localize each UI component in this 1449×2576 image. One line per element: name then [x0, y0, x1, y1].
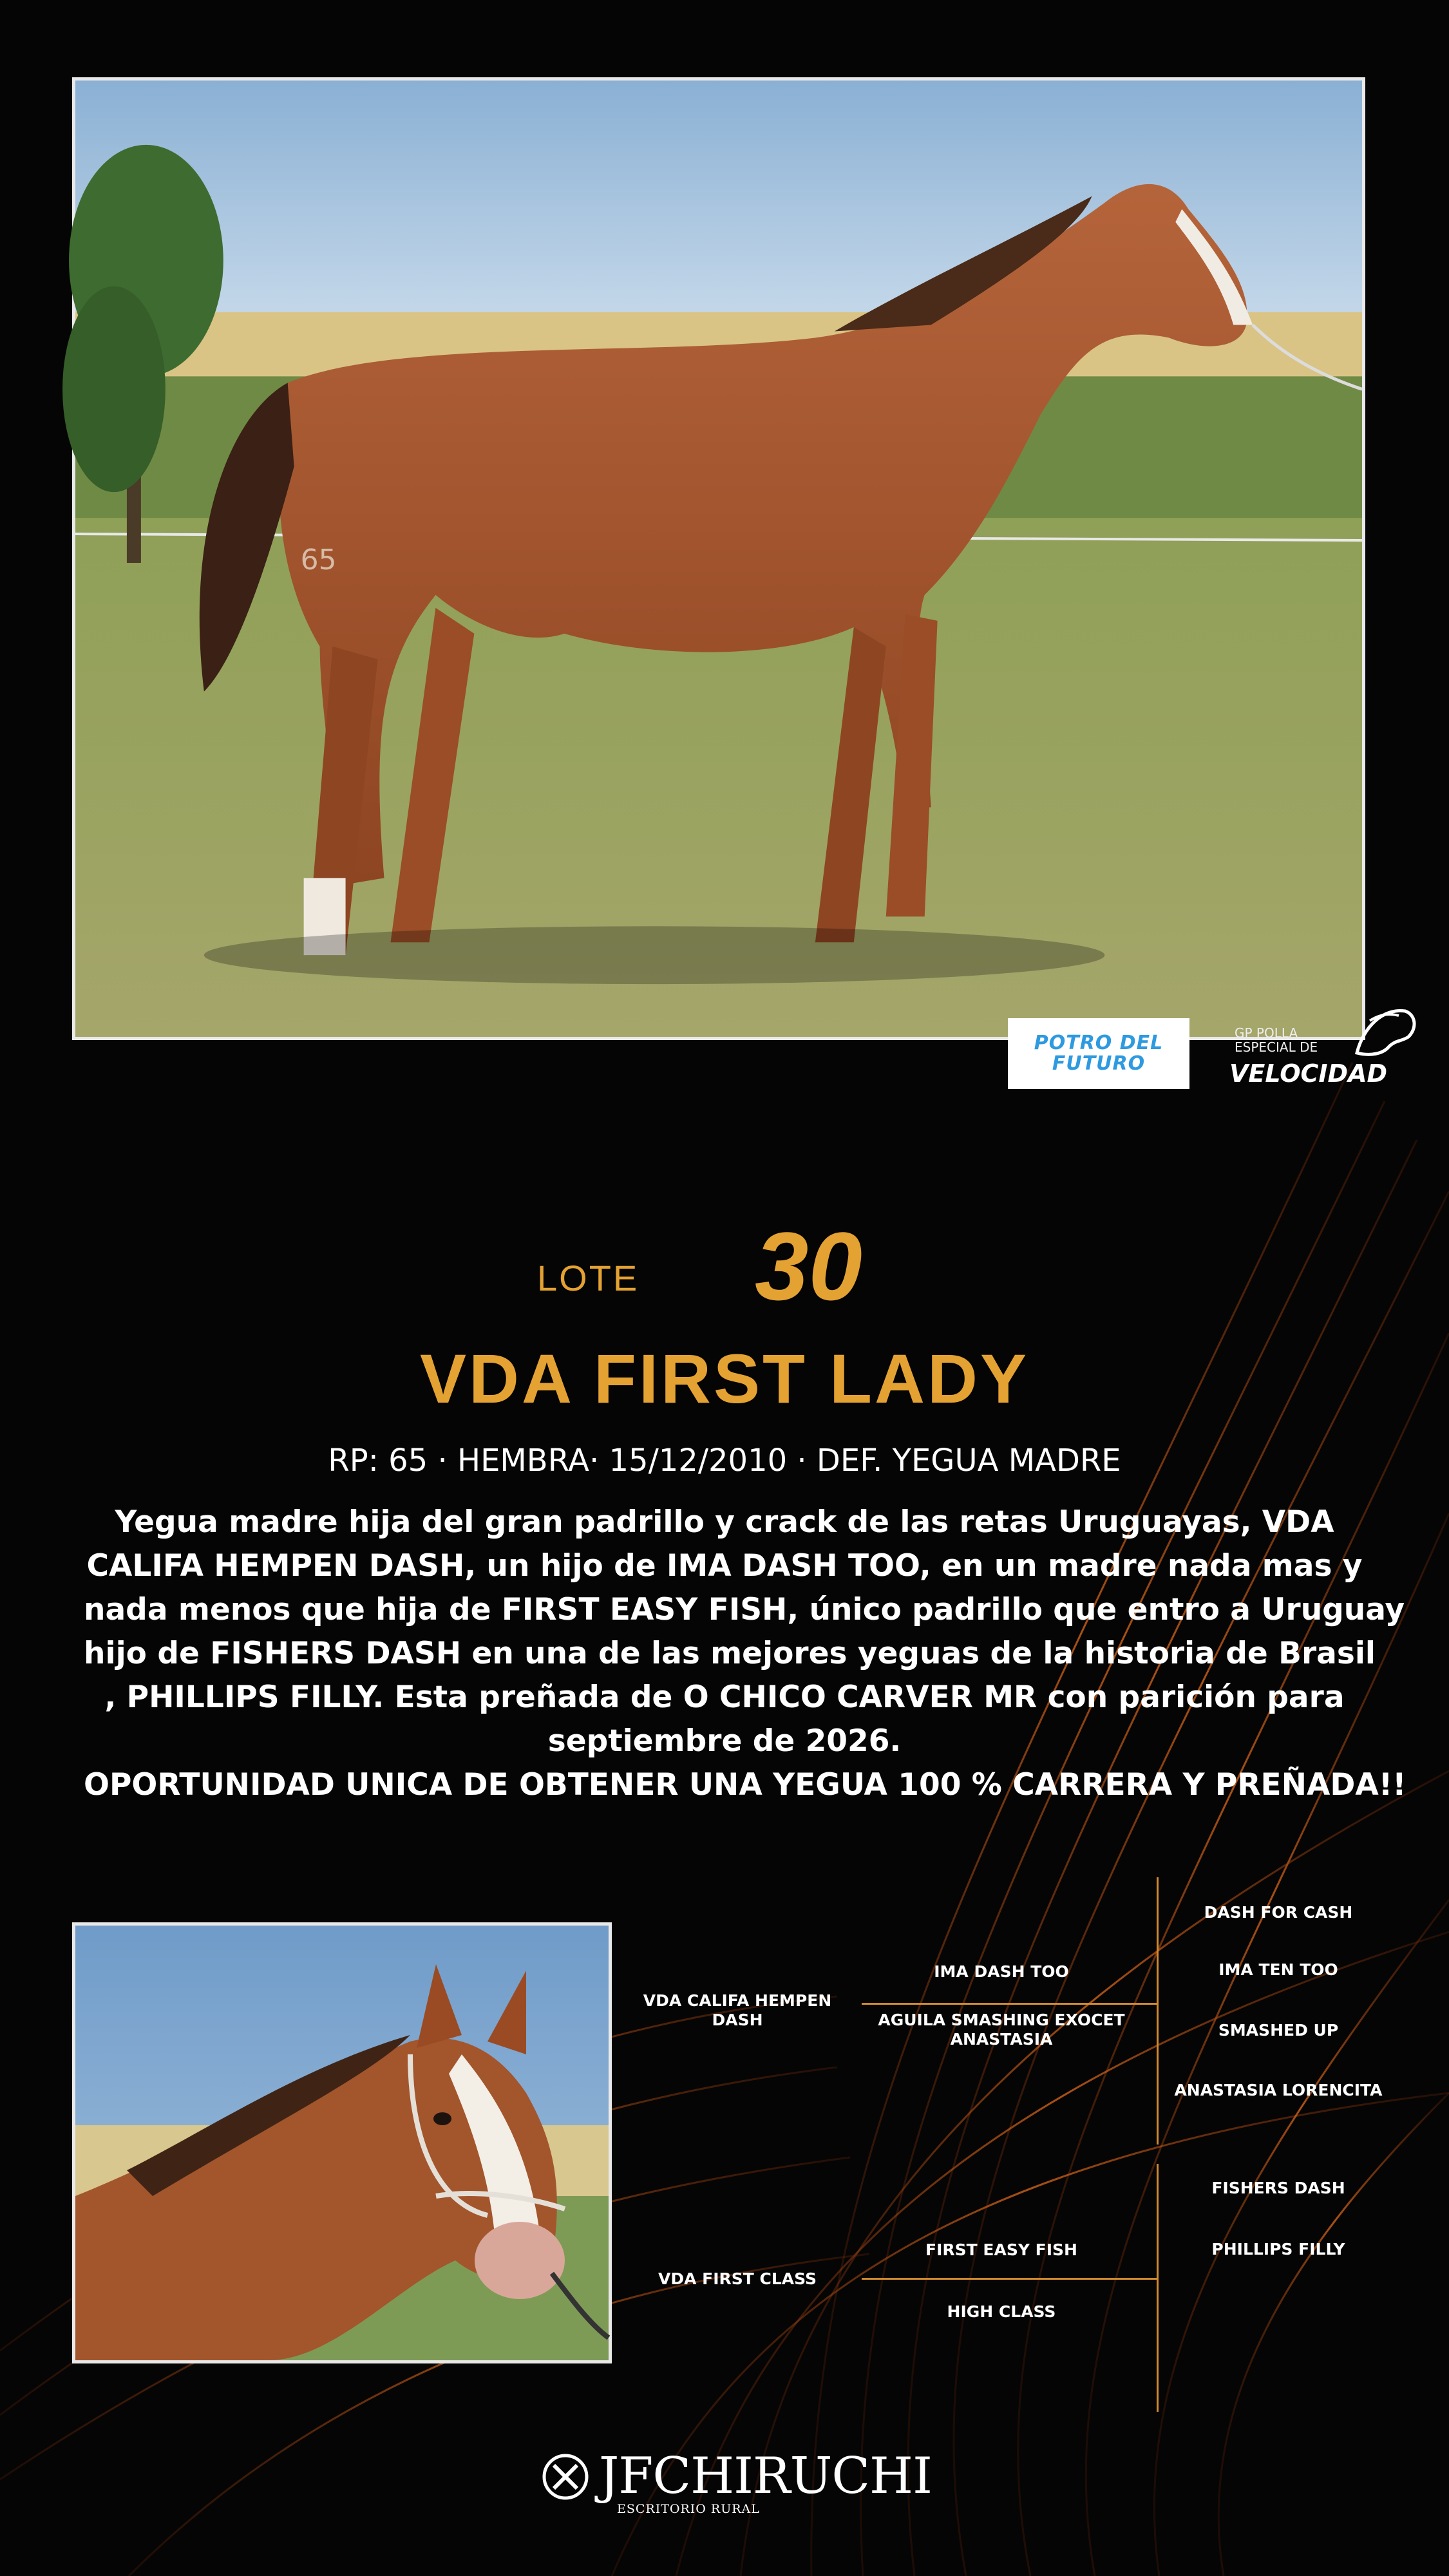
footer-company-logo [541, 2447, 932, 2518]
pedigree-sire-dam-sire: SMASHED UP [1218, 2021, 1339, 2040]
velocidad-logo-small1: GP POLLA [1235, 1025, 1298, 1041]
pedigree-line-vertical-top [1157, 1877, 1159, 2145]
description-line: CALIFA HEMPEN DASH, un hijo de IMA DASH TOO, en un madre nada mas y [86, 1548, 1363, 1584]
horse-photo-illustration [75, 80, 1362, 1037]
pedigree-dam-sire-sire: FISHERS DASH [1211, 2179, 1345, 2197]
footer-company-name: JFCHIRUCHI [599, 2447, 932, 2505]
description-line: OPORTUNIDAD UNICA DE OBTENER UNA YEGUA 100 % CARRERA Y PREÑADA!! [84, 1767, 1406, 1803]
head-photo [72, 1922, 612, 2363]
pedigree-line-dam [862, 2278, 1158, 2280]
velocidad-logo-text: VELOCIDAD [1229, 1059, 1388, 1088]
horse-head-logo-icon [1344, 1001, 1421, 1059]
horse-description [84, 1501, 1406, 1807]
pedigree-sire-sire-sire: DASH FOR CASH [1204, 1903, 1353, 1922]
head-photo-illustration [75, 1926, 609, 2360]
main-horse-photo [72, 77, 1388, 1088]
description-line: septiembre de 2026. [547, 1723, 902, 1759]
horse-meta-line: RP: 65 · HEMBRA· 15/12/2010 · DEF. YEGUA MADRE [328, 1443, 1121, 1479]
footer-company-subtitle: ESCRITORIO RURAL [617, 2502, 760, 2516]
lot-number: 30 [755, 1212, 862, 1320]
velocidad-logo-small2: ESPECIAL DE [1235, 1039, 1318, 1055]
lot-label: LOTE [537, 1258, 639, 1298]
description-line: Yegua madre hija del gran padrillo y crack de las retas Uruguayas, VDA [115, 1504, 1334, 1540]
horse-name-title: VDA FIRST LADY [420, 1340, 1029, 1417]
pedigree-dam-dam: HIGH CLASS [947, 2302, 1056, 2321]
pedigree-dam-sire-dam: PHILLIPS FILLY [1211, 2240, 1345, 2259]
velocidad-logo [1222, 1001, 1434, 1092]
hip-number: 65 [300, 543, 337, 576]
pedigree-sire-dam-dam: ANASTASIA LORENCITA [1174, 2081, 1383, 2099]
description-line: nada menos que hija de FIRST EASY FISH, único padrillo que entro a Uruguay [84, 1592, 1405, 1627]
description-line: , PHILLIPS FILLY. Esta preñada de O CHICO CARVER MR con parición para [104, 1680, 1345, 1715]
pedigree-dam: VDA FIRST CLASS [658, 2269, 817, 2288]
pedigree-sire: VDA CALIFA HEMPEN DASH [643, 1991, 832, 2029]
futuro-logo-line1: POTRO DEL [1034, 1032, 1164, 1054]
pedigree-line-sire [862, 2003, 1158, 2005]
pedigree-sire-sire-dam: IMA TEN TOO [1218, 1960, 1338, 1979]
pedigree-sire-dam: AGUILA SMASHING EXOCET ANASTASIA [878, 2011, 1125, 2049]
potro-del-futuro-logo [1008, 1018, 1189, 1089]
pedigree-dam-sire: FIRST EASY FISH [925, 2240, 1077, 2259]
futuro-logo-line2: FUTURO [1052, 1052, 1146, 1075]
pedigree-line-vertical-bottom [1157, 2164, 1159, 2412]
crossed-hammers-icon [541, 2452, 590, 2501]
pedigree-sire-sire: IMA DASH TOO [934, 1962, 1069, 1981]
description-line: hijo de FISHERS DASH en una de las mejores yeguas de la historia de Brasil [84, 1636, 1376, 1671]
